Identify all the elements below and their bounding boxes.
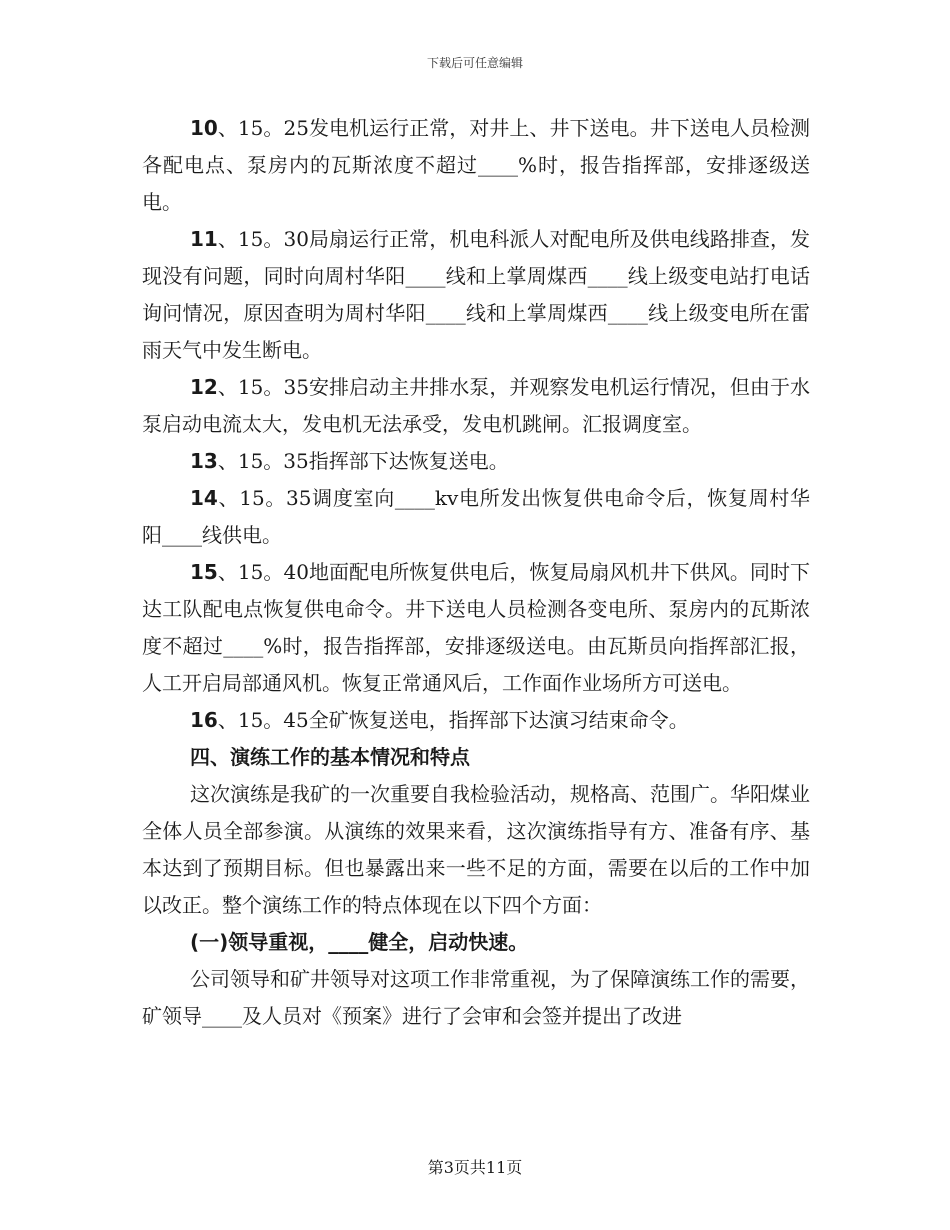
item-15 <box>142 554 810 702</box>
item-text: 、15。35调度室向____kv电所发出恢复供电命令后，恢复周村华阳____线供电。 <box>142 486 810 547</box>
item-11 <box>142 221 810 369</box>
item-text: 、15。45全矿恢复送电，指挥部下达演习结束命令。 <box>217 708 689 732</box>
item-13 <box>142 443 810 480</box>
item-number: 14 <box>190 486 218 510</box>
item-text: 、15。30局扇运行正常，机电科派人对配电所及供电线路排查，发现没有问题，同时向周村华阳____线和上掌周煤西____线上级变电站打电话询问情况，原因查明为周村华阳____线和上掌周煤西____线上级变电所在雷雨天气中发生断电。 <box>142 227 810 362</box>
item-number: 10 <box>190 116 218 140</box>
page-header-note: 下载后可任意编辑 <box>426 56 523 70</box>
item-12 <box>142 369 810 443</box>
item-text: 、15。35指挥部下达恢复送电。 <box>217 449 509 473</box>
document-body <box>142 110 810 1035</box>
item-number: 13 <box>190 449 218 473</box>
subsection-heading: (一)领导重视，____健全，启动快速。 <box>190 930 529 954</box>
item-number: 11 <box>190 227 218 251</box>
section-heading: 四、演练工作的基本情况和特点 <box>190 745 470 769</box>
page-number: 第3页共11页 <box>427 1158 523 1177</box>
item-text: 、15。25发电机运行正常，对井上、井下送电。井下送电人员检测各配电点、泵房内的瓦斯浓度不超过____%时，报告指挥部，安排逐级送电。 <box>142 116 810 214</box>
item-text: 、15。40地面配电所恢复供电后，恢复局扇风机井下供风。同时下达工队配电点恢复供电命令。井下送电人员检测各变电所、泵房内的瓦斯浓度不超过____%时，报告指挥部，安排逐级送电。由瓦斯员向指挥部汇报，人工开启局部通风机。恢复正常通风后，工作面作业场所方可送电。 <box>142 560 810 695</box>
item-14 <box>142 480 810 554</box>
subsection-paragraph: 公司领导和矿井领导对这项工作非常重视，为了保障演练工作的需要，矿领导____及人员对《预案》进行了会审和会签并提出了改进 <box>142 967 810 1028</box>
item-number: 15 <box>190 560 218 584</box>
item-text: 、15。35安排启动主井排水泵，并观察发电机运行情况，但由于水泵启动电流太大，发电机无法承受，发电机跳闸。汇报调度室。 <box>142 375 810 436</box>
item-number: 16 <box>190 708 218 732</box>
item-number: 12 <box>190 375 218 399</box>
item-10 <box>142 110 810 221</box>
section-intro-paragraph: 这次演练是我矿的一次重要自我检验活动，规格高、范围广。华阳煤业全体人员全部参演。从演练的效果来看，这次演练指导有方、准备有序、基本达到了预期目标。但也暴露出来一些不足的方面，需要在以后的工作中加以改正。整个演练工作的特点体现在以下四个方面： <box>142 782 810 917</box>
item-16 <box>142 702 810 739</box>
